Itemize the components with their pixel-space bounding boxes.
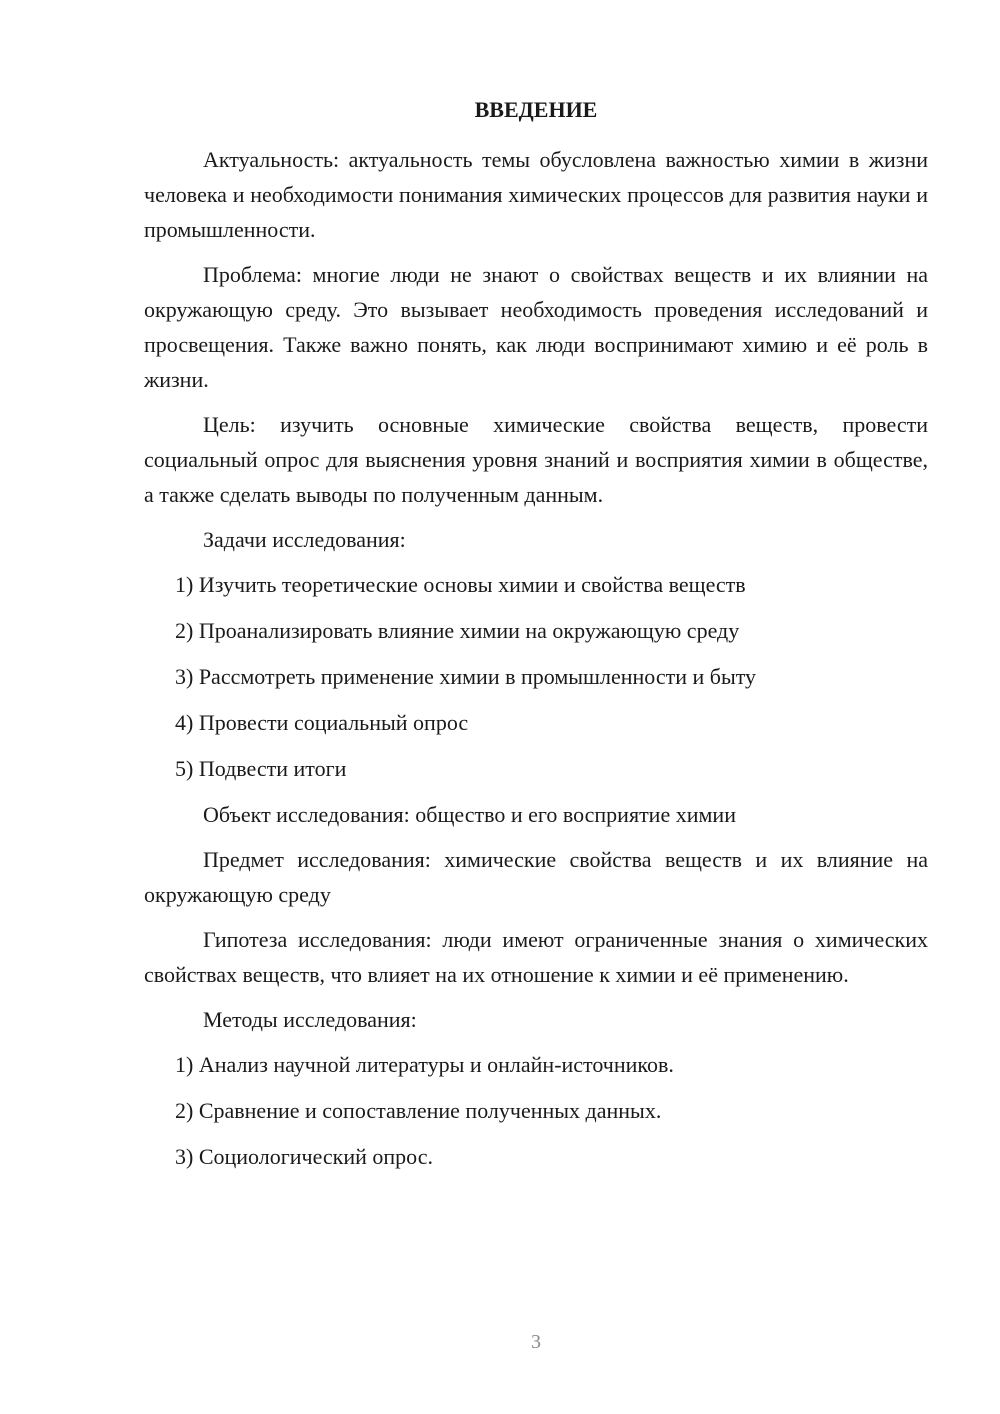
object-paragraph: Объект исследования: общество и его восприятие химии	[203, 802, 736, 827]
subject-paragraph: Предмет исследования: химические свойства веществ и их влияние на окружающую среду	[144, 847, 928, 907]
document-page	[144, 96, 928, 1185]
task-item: 5) Подвести итоги	[175, 756, 347, 781]
hypothesis-paragraph: Гипотеза исследования: люди имеют ограниченные знания о химических свойствах веществ, что влияет на их отношение к химии и её применению.	[144, 927, 928, 987]
task-item: 2) Проанализировать влияние химии на окружающую среду	[175, 618, 740, 643]
task-item: 1) Изучить теоретические основы химии и свойства веществ	[175, 572, 746, 597]
method-item: 1) Анализ научной литературы и онлайн-источников.	[175, 1052, 674, 1077]
method-item: 2) Сравнение и сопоставление полученных данных.	[175, 1098, 662, 1123]
task-item: 4) Провести социальный опрос	[175, 710, 469, 735]
methods-heading: Методы исследования:	[203, 1007, 417, 1032]
goal-paragraph: Цель: изучить основные химические свойства веществ, провести социальный опрос для выяснения уровня знаний и восприятия химии в обществе, а также сделать выводы по полученным данным.	[144, 412, 928, 507]
tasks-heading: Задачи исследования:	[203, 527, 406, 552]
page-title: ВВЕДЕНИЕ	[474, 97, 598, 122]
task-item: 3) Рассмотреть применение химии в промышленности и быту	[175, 664, 757, 689]
relevance-paragraph: Актуальность: актуальность темы обусловлена важностью химии в жизни человека и необходимости понимания химических процессов для развития науки и промышленности.	[144, 147, 928, 242]
page-number: 3	[531, 1331, 541, 1353]
problem-paragraph: Проблема: многие люди не знают о свойствах веществ и их влиянии на окружающую среду. Это вызывает необходимость проведения исследований и просвещения. Также важно понять, как люди воспринимают химию и её роль в жизни.	[144, 262, 928, 392]
method-item: 3) Социологический опрос.	[175, 1144, 433, 1169]
